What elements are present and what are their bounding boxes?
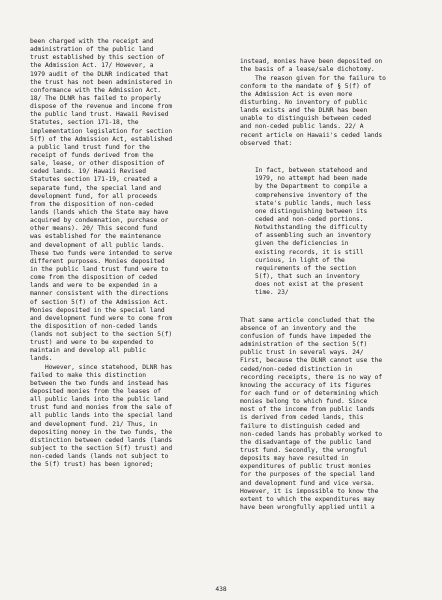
text-line: 5(f), that such an inventory [240, 273, 360, 280]
text-line: ceded lands. 19/ Hawaii Revised [30, 168, 146, 176]
text-line: for the purposes of the special land [240, 471, 375, 479]
text-line: 5(f) of the Admission Act, established [30, 135, 173, 143]
text-line: Monies deposited in the special land [30, 306, 165, 314]
text-line: administration of the public land [30, 46, 154, 54]
text-line: observed that: [240, 139, 293, 147]
text-line: all public lands into the special land [30, 412, 173, 420]
text-line: 1979, no attempt had been made [240, 175, 368, 183]
text-line: the Admission Act is even more [240, 90, 353, 98]
text-line: public trust in several ways. 24/ [240, 349, 364, 357]
text-line: development fund, for all proceeds [30, 192, 158, 200]
text-line: However, it is impossible to know the [240, 487, 379, 495]
text-line: non-ceded lands (lands not subject to [30, 453, 169, 461]
text-line: trust established by this section of [30, 54, 165, 62]
right-column-top [240, 58, 430, 148]
text-line: the disadvantage of the public land [240, 438, 371, 446]
text-line: is derived from ceded lands, this [240, 414, 364, 422]
block-quote [240, 167, 430, 297]
text-line: the Admission Act. 17/ However, a [30, 62, 154, 70]
text-line: one distinguishing between its [240, 207, 368, 215]
left-column [30, 38, 222, 469]
right-column-bottom [240, 317, 430, 512]
text-line: First, because the DLNR cannot use the [240, 357, 383, 365]
text-line: lands exists and the DLNR has been [240, 107, 368, 115]
text-line: curious, in light of the [240, 256, 345, 264]
text-line: implementation legislation for section [30, 127, 173, 135]
text-line: receipt of funds derived from the [30, 151, 154, 159]
text-line: confusion of funds have impeded the [240, 333, 371, 341]
text-line: administration of the section 5(f) [240, 341, 368, 349]
text-line: expenditures of public trust monies [240, 463, 371, 471]
text-line: extent to which the expenditures may [240, 495, 375, 503]
text-line: In fact, between statehood and [240, 167, 368, 175]
text-line: instead, monies have been deposited on [240, 58, 383, 66]
text-line: of assembling such an inventory [240, 232, 371, 240]
text-line: conform to the mandate of § 5(f) of [240, 82, 371, 90]
text-line: time. 23/ [240, 289, 289, 297]
text-line: and non-ceded public lands. 22/ A [240, 123, 364, 131]
text-line: most of the income from public lands [240, 406, 375, 414]
text-line: of section 5(f) of the Admission Act. [30, 298, 169, 306]
text-line: separate fund, the special land and [30, 184, 161, 192]
text-line: requirements of the section [240, 264, 356, 272]
text-line: conformance with the Admission Act. [30, 86, 161, 94]
text-line: state's public lands, much less [240, 199, 371, 207]
text-line: failed to make this distinction [30, 371, 146, 379]
text-line: given the deficiencies in [240, 240, 349, 248]
text-line: for each fund or of determining which [240, 390, 379, 397]
text-line: ceded and non-ceded portions. [240, 216, 364, 224]
text-line: deposits may have resulted in [240, 455, 349, 463]
text-line: does not exist at the present [240, 281, 364, 289]
text-line: Statutes, section 171-18, the [30, 119, 139, 127]
text-line: These two funds were intended to serve [30, 249, 173, 257]
text-line: the public land trust. Hawaii Revised [30, 111, 169, 119]
text-line: 1979 audit of the DLNR indicated that [30, 70, 169, 78]
text-line: manner consistent with the directions [30, 290, 169, 298]
text-line: and development fund and vice versa. [240, 479, 375, 487]
text-line: in the public land trust fund were to [30, 265, 169, 273]
text-line: all public lands into the public land [30, 396, 169, 404]
right-column [240, 42, 430, 528]
text-line: disturbing. No inventory of public [240, 99, 368, 107]
text-line: ceded/non-ceded distinction in [240, 365, 353, 373]
text-line: have been wrongfully applied until a [240, 503, 375, 511]
text-line: from the disposition of non-ceded [30, 200, 154, 208]
text-line: a public land trust fund for the [30, 143, 150, 151]
text-line: dispose of the revenue and income from [30, 103, 173, 111]
text-line: between the two funds and instead has [30, 379, 169, 387]
text-line: the basis of a lease/sale dichotomy. [240, 66, 375, 74]
text-line: Notwithstanding the difficulty [240, 224, 368, 232]
text-line: deposited monies from the leases of [30, 388, 161, 396]
text-line: lands and were to be expended in a [30, 282, 158, 290]
text-line: was established for the maintenance [30, 233, 161, 241]
text-line: sale, lease, or other disposition of [30, 160, 165, 168]
text-line: by the Department to compile a [240, 183, 368, 191]
text-line: and development of all public lands. [30, 241, 165, 249]
text-line: different purposes. Monies deposited [30, 257, 165, 265]
text-line: trust) and were to be expended to [30, 339, 154, 347]
text-line: absence of an inventory and the [240, 324, 356, 332]
text-line: However, since statehood, DLNR has [30, 363, 173, 371]
text-line: trust fund and monies from the sale of [30, 404, 173, 412]
text-line: subject to the section 5(f) trust) and [30, 445, 173, 453]
text-line: comprehensive inventory of the [240, 191, 368, 199]
text-line: trust fund. Secondly, the wrongful [240, 446, 368, 454]
text-line: That same article concluded that the [240, 316, 375, 324]
text-line: lands. [30, 355, 53, 363]
text-line: been charged with the receipt and [30, 38, 154, 45]
text-line: and development fund were to come from [30, 314, 173, 322]
text-line: the 5(f) trust) has been ignored; [30, 461, 154, 469]
text-line: knowing the accuracy of its figures [240, 381, 371, 389]
text-line: Statutes section 171-19, created a [30, 176, 158, 184]
text-line: other means). 20/ This second fund [30, 225, 158, 233]
text-line: depositing money in the two funds, the [30, 428, 173, 436]
text-line: recording receipts, there is no way of [240, 373, 383, 381]
text-line: The reason given for the failure to [240, 74, 386, 82]
text-line: distinction between ceded lands (lands [30, 436, 173, 444]
text-line: acquired by condemnation, purchase or [30, 217, 169, 225]
page-number: 438 [215, 586, 227, 593]
text-line: recent article on Hawaii's ceded lands [240, 131, 383, 139]
text-line: unable to distinguish between ceded [240, 115, 371, 123]
text-line: monies belong to which fund. Since [240, 398, 368, 406]
text-line: lands (lands which the State may have [30, 208, 169, 216]
text-line: the disposition of non-ceded lands [30, 322, 158, 330]
text-line: maintain and develop all public [30, 347, 146, 355]
text-line: come from the disposition of ceded [30, 274, 158, 282]
text-line: and development fund. 21/ Thus, in [30, 420, 158, 428]
text-line: failure to distinguish ceded and [240, 422, 360, 430]
text-line: (lands not subject to the section 5(f) [30, 331, 173, 339]
text-line: existing records, it is still [240, 248, 364, 256]
text-line: non-ceded lands has probably worked to [240, 430, 383, 438]
text-line: the trust has not been administered in [30, 78, 173, 86]
text-line: 18/ The DLNR has failed to properly [30, 94, 161, 102]
